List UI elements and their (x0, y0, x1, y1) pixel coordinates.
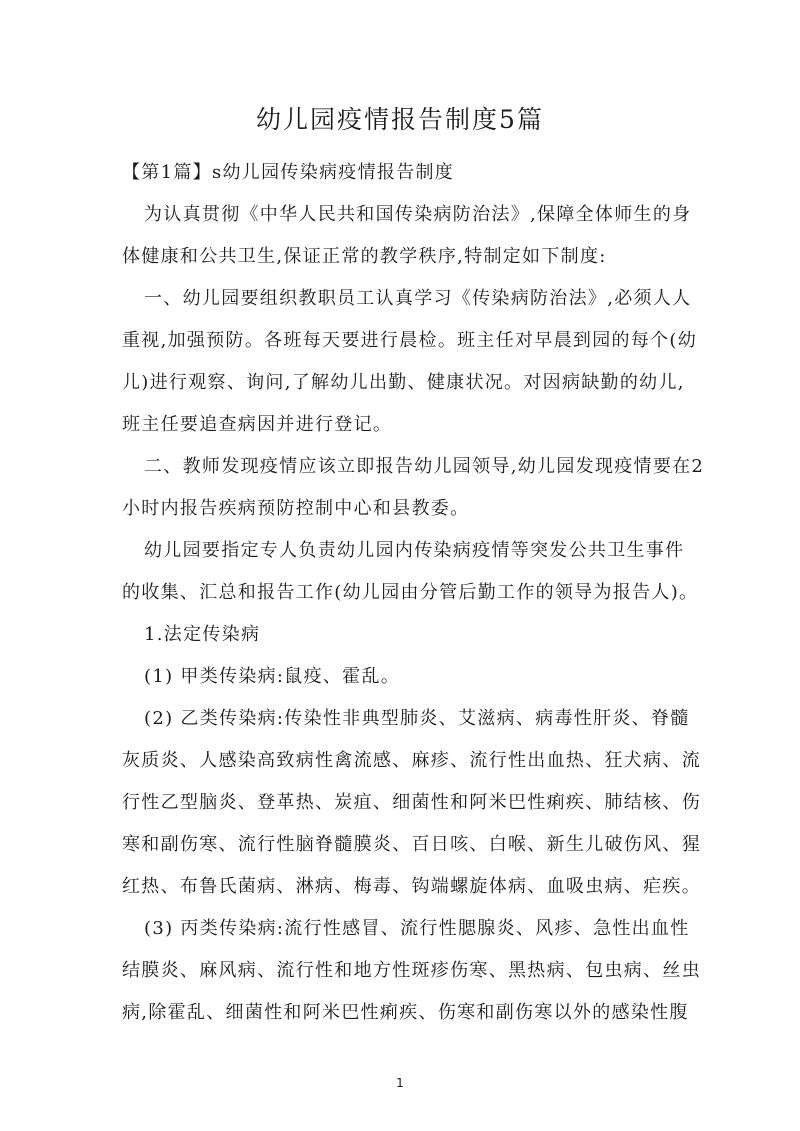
paragraph-line: 儿)进行观察、询问,了解幼儿出勤、健康状况。对因病缺勤的幼儿, (122, 372, 685, 393)
spacer (122, 568, 694, 575)
spacer (122, 400, 694, 407)
spacer (122, 526, 694, 533)
spacer (122, 610, 694, 617)
paragraph-line: 红热、布鲁氏菌病、淋病、梅毒、钩端螺旋体病、血吸虫病、疟疾。 (122, 876, 701, 897)
spacer (122, 358, 694, 365)
spacer (122, 316, 694, 323)
paragraph-line: 结膜炎、麻风病、流行性和地方性斑疹伤寒、黑热病、包虫病、丝虫 (122, 960, 701, 981)
paragraph-line: 重视,加强预防。各班每天要进行晨检。班主任对早晨到园的每个(幼 (122, 330, 698, 351)
spacer (122, 736, 694, 743)
page-title: 幼儿园疫情报告制度5篇 (256, 105, 544, 134)
section-heading: 【第1篇】s幼儿园传染病疫情报告制度 (122, 162, 455, 183)
page-number: 1 (396, 1076, 404, 1090)
list-heading: 1.法定传染病 (144, 624, 261, 645)
spacer (122, 190, 694, 197)
paragraph-line: 行性乙型脑炎、登革热、炭疽、细菌性和阿米巴性痢疾、肺结核、伤 (122, 792, 701, 813)
paragraph-line: 寒和副伤寒、流行性脑脊髓膜炎、百日咳、白喉、新生儿破伤风、猩 (122, 834, 701, 855)
spacer (122, 694, 694, 701)
paragraph-line: 二、教师发现疫情应该立即报告幼儿园领导,幼儿园发现疫情要在2 (144, 456, 705, 477)
spacer (122, 820, 694, 827)
paragraph-line: 体健康和公共卫生,保证正常的教学秩序,特制定如下制度: (122, 246, 607, 267)
list-item: (3) 丙类传染病:流行性感冒、流行性腮腺炎、风疹、急性出血性 (144, 918, 690, 939)
spacer (122, 652, 694, 659)
spacer (122, 484, 694, 491)
spacer (122, 946, 694, 953)
spacer (122, 904, 694, 911)
paragraph-line: 的收集、汇总和报告工作(幼儿园由分管后勤工作的领导为报告人)。 (122, 582, 699, 603)
paragraph-line: 灰质炎、人感染高致病性禽流感、麻疹、流行性出血热、狂犬病、流 (122, 750, 701, 771)
paragraph-line: 班主任要追查病因并进行登记。 (122, 414, 393, 435)
list-item: (1) 甲类传染病:鼠疫、霍乱。 (144, 666, 401, 687)
spacer (122, 988, 694, 995)
spacer (122, 442, 694, 449)
spacer (122, 232, 694, 239)
paragraph-line: 为认真贯彻《中华人民共和国传染病防治法》,保障全体师生的身 (144, 204, 692, 225)
paragraph-line: 一、幼儿园要组织教职员工认真学习《传染病防治法》,必须人人 (144, 288, 692, 309)
spacer (122, 778, 694, 785)
spacer (122, 862, 694, 869)
spacer (122, 274, 694, 281)
paragraph-line: 小时内报告疾病预防控制中心和县教委。 (122, 498, 470, 519)
document-body (122, 155, 705, 1030)
paragraph-line: 病,除霍乱、细菌性和阿米巴性痢疾、伤寒和副伤寒以外的感染性腹 (122, 1002, 689, 1023)
list-item: (2) 乙类传染病:传染性非典型肺炎、艾滋病、病毒性肝炎、脊髓 (144, 708, 690, 729)
paragraph-line: 幼儿园要指定专人负责幼儿园内传染病疫情等突发公共卫生事件 (144, 540, 685, 561)
